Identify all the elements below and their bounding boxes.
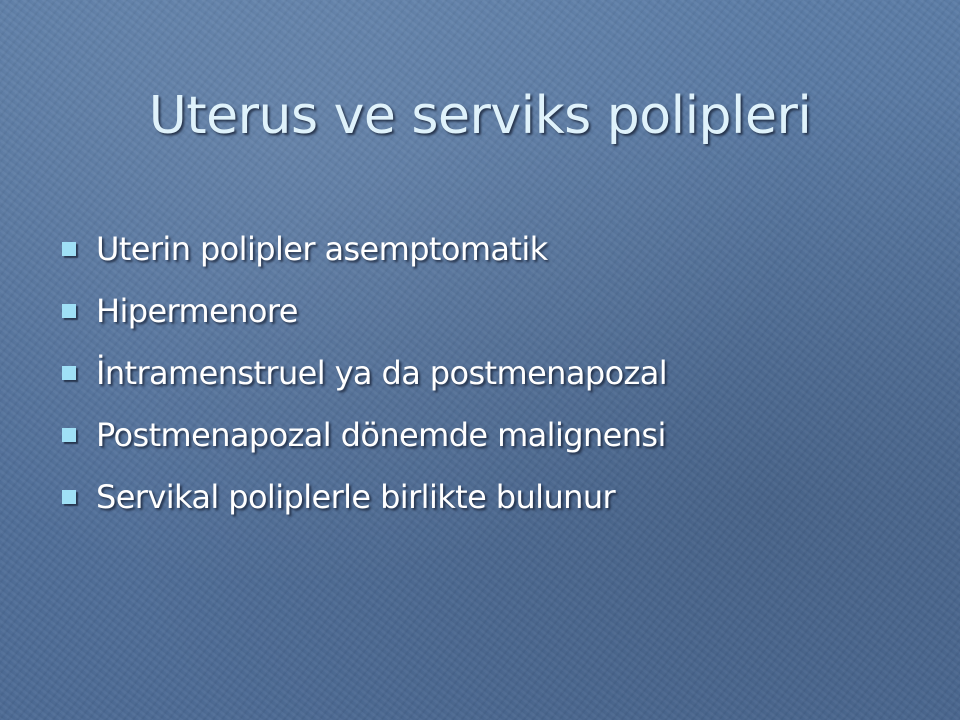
bullet-text: Postmenapozal dönemde malignensi [96,416,666,454]
list-item [60,280,920,342]
square-bullet-icon [62,490,76,504]
square-bullet-icon [62,304,76,318]
bullet-text: Hipermenore [96,292,298,330]
list-item [60,218,920,280]
square-bullet-icon [62,366,76,380]
bullet-text: Servikal poliplerle birlikte bulunur [96,478,616,516]
bullet-text: Uterin polipler asemptomatik [96,230,548,268]
list-item [60,404,920,466]
square-bullet-icon [62,242,76,256]
list-item [60,342,920,404]
square-bullet-icon [62,428,76,442]
list-item [60,466,920,528]
bullet-text: İntramenstruel ya da postmenapozal [96,354,668,392]
bullet-list [60,218,920,528]
slide-title: Uterus ve serviks polipleri [148,86,812,146]
